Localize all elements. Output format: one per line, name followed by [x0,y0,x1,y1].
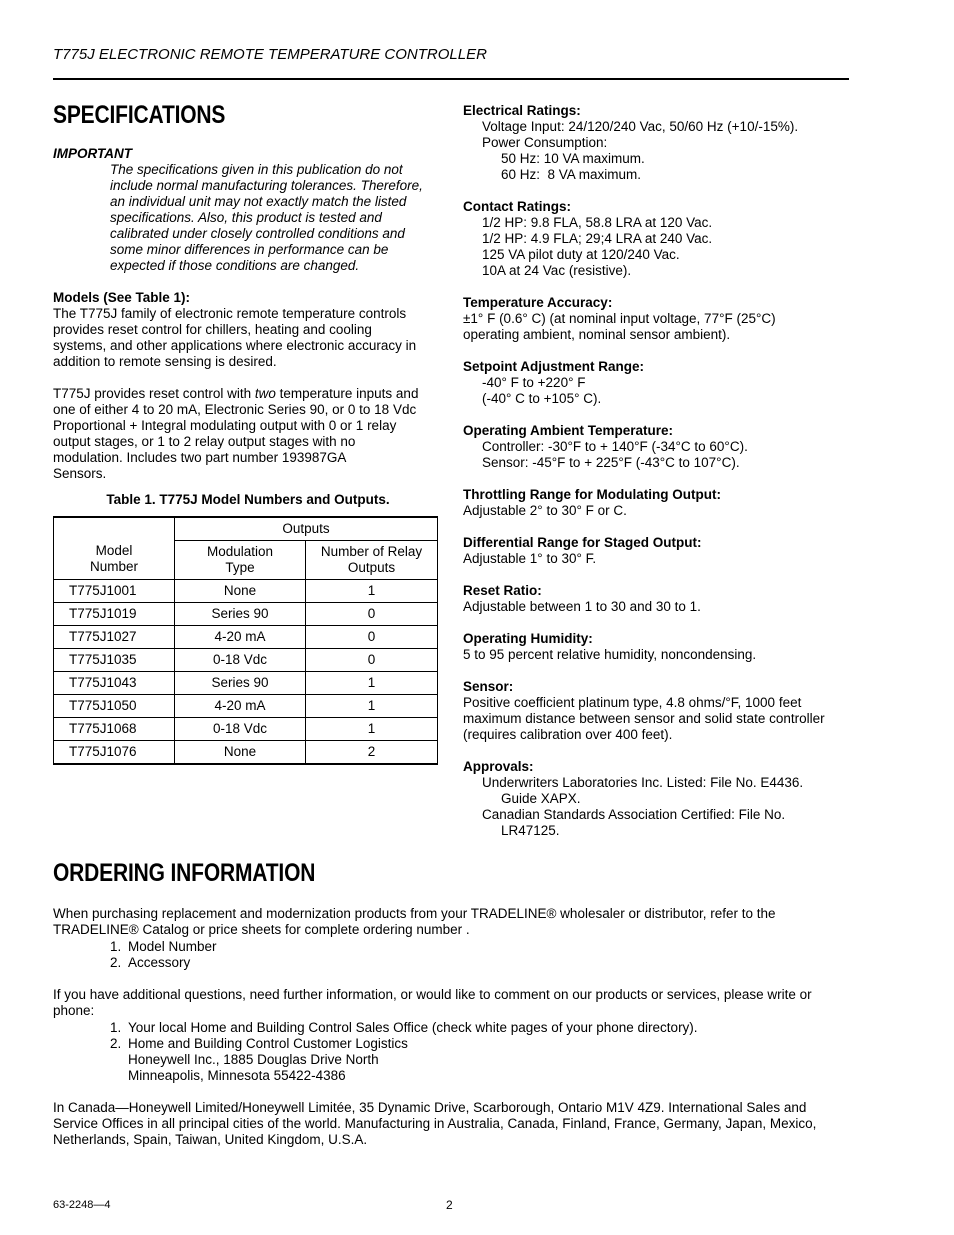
reset-ratio-heading: Reset Ratio: [463,583,542,598]
electrical-heading: Electrical Ratings: [463,103,581,118]
ordering-paragraph-2: If you have additional questions, need further information, or would like to comment on our products or services, please write or phone: [53,987,812,1018]
cell-modulation: None [175,580,306,603]
models-paragraph-2: T775J provides reset control with two temperature inputs and one of either 4 to 20 mA, Electronic Series 90, or 0 to 18 Vdc Proportional + Integral modulating output with 0 or 1 relay output stages, or 1 to 2 relay output stages with no modulation. Includes two part number 193987GA Sensors. [53,386,419,481]
throttling-heading: Throttling Range for Modulating Output: [463,487,721,502]
electrical-line: Voltage Input: 24/120/240 Vac, 50/60 Hz (+10/-15%). [482,119,799,134]
list-item-text: Home and Building Control Customer Logistics Honeywell Inc., 1885 Douglas Drive North Minneapolis, Minnesota 55422-4386 [128,1036,408,1083]
contact-text: 1/2 HP: 9.8 FLA, 58.8 LRA at 120 Vac. 1/2 HP: 4.9 FLA; 29;4 LRA at 240 Vac. 125 VA pilot duty at 120/240 Vac. 10A at 24 Vac (resistive). [482,215,713,278]
approvals-line: Guide XAPX. [501,791,581,806]
list-item-text: Your local Home and Building Control Sales Office (check white pages of your phone directory). [128,1020,698,1035]
temp-accuracy-text: ±1° F (0.6° C) (at nominal input voltage, 77°F (25°C) operating ambient, nominal sensor ambient). [463,311,776,342]
cell-model: T775J1001 [54,580,175,603]
list-item-number: 1. [110,1020,122,1035]
throttling-text: Adjustable 2° to 30° F or C. [463,503,627,518]
list-item-text: Model Number [128,939,217,954]
cell-relay: 0 [306,603,438,626]
ordering-list-2 [53,1020,853,1084]
models-heading: Models (See Table 1): [53,290,191,305]
cell-modulation: 0-18 Vdc [175,649,306,672]
cell-model: T775J1050 [54,695,175,718]
temp-accuracy-heading: Temperature Accuracy: [463,295,613,310]
approvals-line: Underwriters Laboratories Inc. Listed: File No. E4436. [482,775,804,790]
ordering-section [53,906,853,1148]
ambient-text: Controller: -30°F to + 140°F (-34°C to 60°C). Sensor: -45°F to + 225°F (-43°C to 107°C). [482,439,748,470]
header-rule [53,78,849,80]
cell-relay: 1 [306,718,438,741]
cell-relay: 1 [306,580,438,603]
cell-model: T775J1043 [54,672,175,695]
col-header-outputs: Outputs [175,517,438,541]
table-row [54,695,438,718]
model-table [53,516,438,765]
ambient-heading: Operating Ambient Temperature: [463,423,674,438]
list-item [110,1036,853,1084]
ordering-paragraph-3: In Canada—Honeywell Limited/Honeywell Limitée, 35 Dynamic Drive, Scarborough, Ontario M1V 4Z9. International Sales and Service Offices in all principal cities of the world. Manufacturing in Australia, Canada, Finland, France, Germany, Japan, Mexico, Netherlands, Spain, Taiwan, United Kingdom, U.S.A. [53,1100,817,1147]
document-number: 63-2248—4 [53,1199,111,1211]
table-row [54,603,438,626]
col-header-modulation: Modulation Type [175,541,306,580]
differential-text: Adjustable 1° to 30° F. [463,551,597,566]
approvals-heading: Approvals: [463,759,534,774]
electrical-line: 60 Hz: 8 VA maximum. [501,167,642,182]
approvals-line: Canadian Standards Association Certified: File No. [482,807,786,822]
sensor-heading: Sensor: [463,679,514,694]
page-number: 2 [446,1198,453,1212]
list-item [110,955,853,971]
cell-model: T775J1027 [54,626,175,649]
col-header-relay: Number of Relay Outputs [306,541,438,580]
humidity-heading: Operating Humidity: [463,631,593,646]
models-text: The T775J family of electronic remote temperature controls provides reset control for chillers, heating and cooling systems, and other applications where electronic accuracy in addition to remote sensing is desired. [53,306,417,369]
list-item [110,939,853,955]
important-note: The specifications given in this publication do not include normal manufacturing tolerances. Therefore, an individual unit may not exactly match the listed specifications. Also, this product is tested and calibrated under closely controlled conditions and some minor differences in performance can be expected if those conditions are changed. [110,162,423,273]
cell-modulation: 4-20 mA [175,626,306,649]
ordering-paragraph-1: When purchasing replacement and modernization products from your TRADELINE® wholesaler or distributor, refer to the TRADELINE® Catalog or price sheets for complete ordering number . [53,906,776,937]
cell-modulation: Series 90 [175,603,306,626]
specifications-right-column [463,103,863,839]
cell-relay: 1 [306,695,438,718]
cell-modulation: None [175,741,306,765]
list-item-number: 2. [110,1036,122,1051]
cell-modulation: Series 90 [175,672,306,695]
table-row [54,580,438,603]
cell-relay: 2 [306,741,438,765]
cell-model: T775J1068 [54,718,175,741]
cell-model: T775J1019 [54,603,175,626]
col-header-model: Model Number [54,517,175,580]
setpoint-text: -40° F to +220° F (-40° C to +105° C). [482,375,602,406]
contact-heading: Contact Ratings: [463,199,571,214]
table-caption: Table 1. T775J Model Numbers and Outputs. [106,492,390,507]
differential-heading: Differential Range for Staged Output: [463,535,702,550]
table-row [54,649,438,672]
cell-relay: 0 [306,649,438,672]
humidity-text: 5 to 95 percent relative humidity, noncondensing. [463,647,757,662]
important-label: IMPORTANT [53,146,132,161]
cell-model: T775J1076 [54,741,175,765]
table-row [54,672,438,695]
list-item-number: 1. [110,939,122,954]
emphasis-two: two [254,386,276,401]
table-row [54,626,438,649]
table-row [54,718,438,741]
running-header: T775J ELECTRONIC REMOTE TEMPERATURE CONTROLLER [53,46,487,63]
cell-modulation: 4-20 mA [175,695,306,718]
cell-model: T775J1035 [54,649,175,672]
setpoint-heading: Setpoint Adjustment Range: [463,359,644,374]
electrical-line: Power Consumption: [482,135,608,150]
specifications-left-column [53,146,443,765]
table-row [54,741,438,765]
list-item-number: 2. [110,955,122,970]
list-item-text: Accessory [128,955,191,970]
electrical-line: 50 Hz: 10 VA maximum. [501,151,645,166]
reset-ratio-text: Adjustable between 1 to 30 and 30 to 1. [463,599,701,614]
sensor-text: Positive coefficient platinum type, 4.8 ohms/°F, 1000 feet maximum distance between sensor and solid state controller (requires calibration over 400 feet). [463,695,825,742]
ordering-list-1 [53,939,853,971]
cell-relay: 0 [306,626,438,649]
ordering-heading: ORDERING INFORMATION [53,859,316,887]
list-item [110,1020,853,1036]
approvals-line: LR47125. [501,823,560,838]
cell-relay: 1 [306,672,438,695]
specifications-heading: SPECIFICATIONS [53,101,226,129]
cell-modulation: 0-18 Vdc [175,718,306,741]
